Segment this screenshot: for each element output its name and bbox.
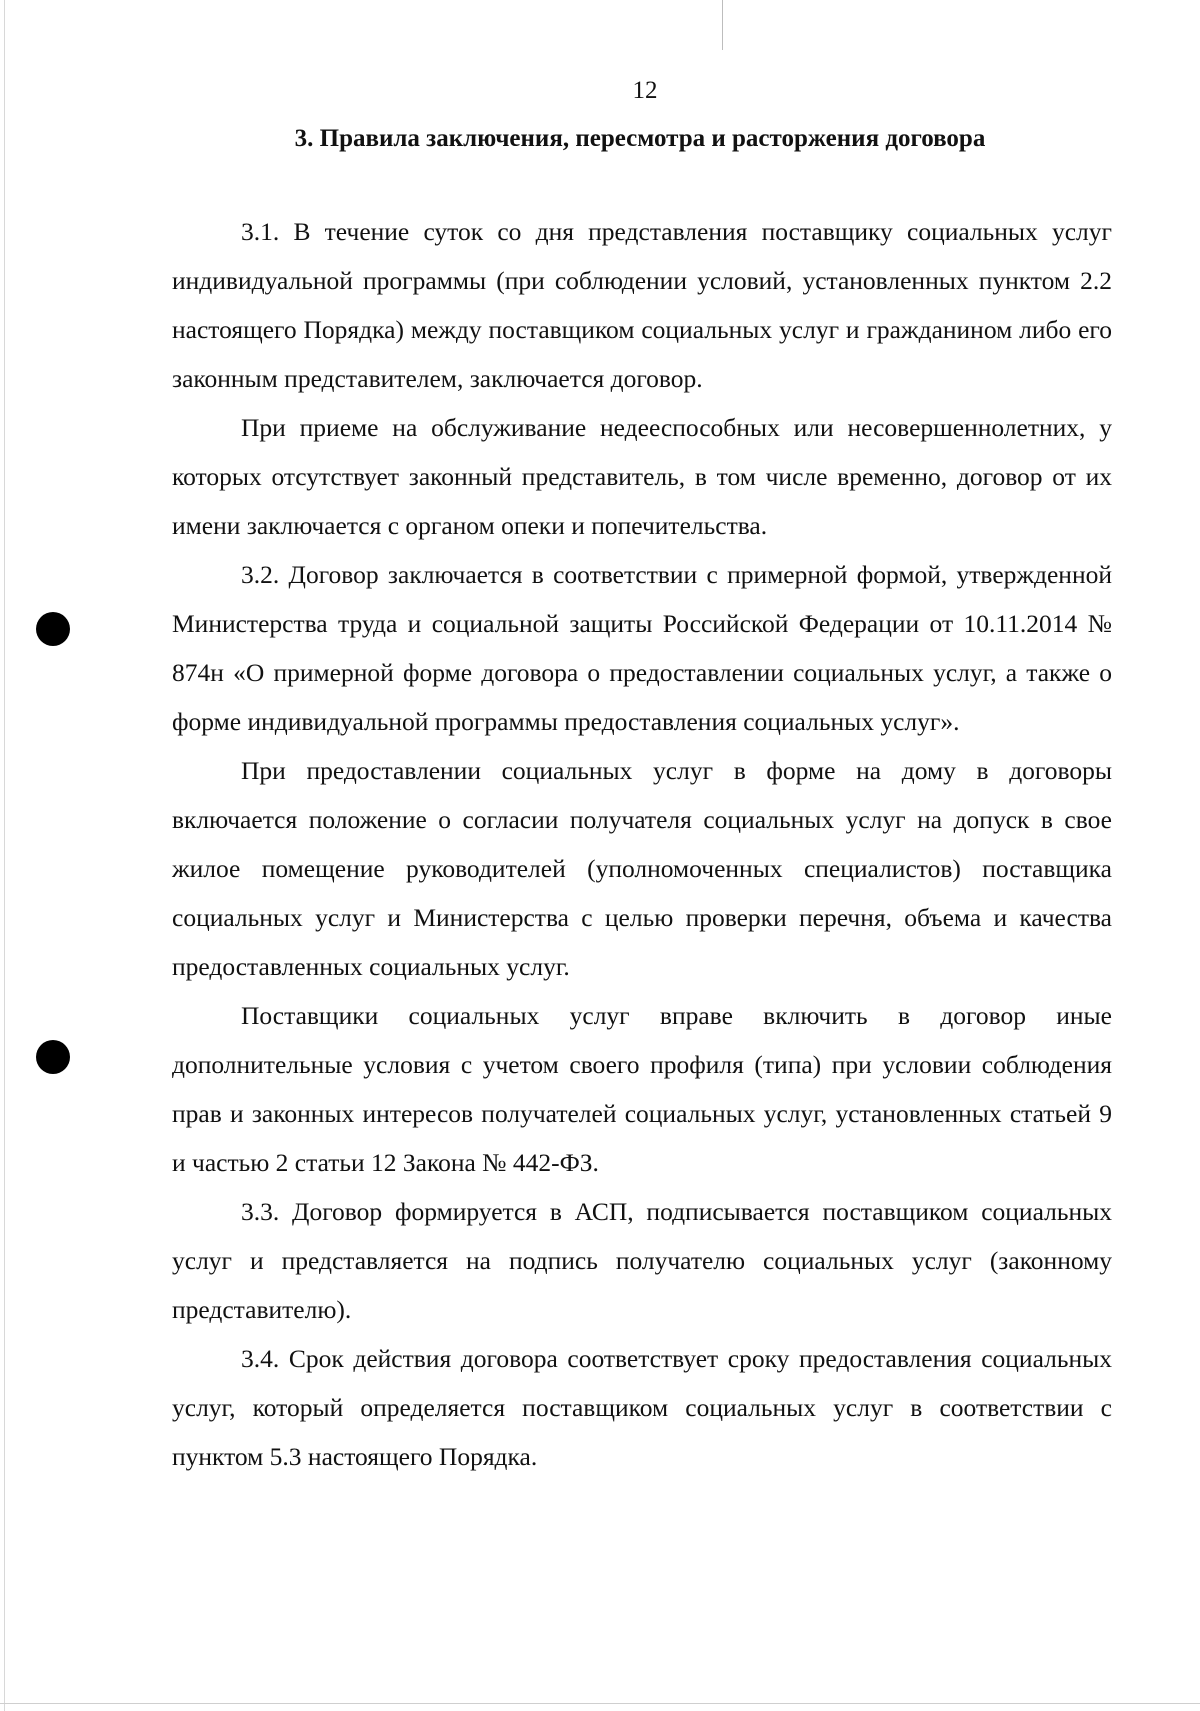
page-number: 12 (632, 77, 658, 104)
paragraph-3-4: 3.4. Срок действия договора соответствует сроку предоставления социальных услуг, который определяется поставщиком социальных услуг в соответствии с пунктом 5.3 настоящего Порядка. (172, 1344, 1112, 1471)
scan-fold-mark (722, 0, 723, 50)
paragraph-guardianship: При приеме на обслуживание недееспособных или несовершеннолетних, у которых отсутствует законный представитель, в том числе временно, договор от их имени заключается с органом опеки и попечительства. (172, 413, 1112, 540)
paragraph-3-1: 3.1. В течение суток со дня представления поставщику социальных услуг индивидуальной программы (при соблюдении условий, установленных пунктом 2.2 настоящего Порядка) между поставщиком социальных услуг и гражданином либо его законным представителем, заключается договор. (172, 217, 1112, 393)
binder-hole-bottom (36, 1040, 70, 1074)
section-title: 3. Правила заключения, пересмотра и расторжения договора (294, 125, 986, 152)
paragraph-home-services: При предоставлении социальных услуг в форме на дому в договоры включается положение о согласии получателя социальных услуг на допуск в свое жилое помещение руководителей (уполномоченных специалистов) поставщика социальных услуг и Министерства с целью проверки перечня, объема и качества предоставленных социальных услуг. (172, 756, 1112, 981)
scan-edge-line (4, 0, 5, 1711)
paragraph-3-3: 3.3. Договор формируется в АСП, подписывается поставщиком социальных услуг и представляется на подпись получателю социальных услуг (законному представителю). (172, 1197, 1112, 1324)
body-text (172, 207, 1112, 1481)
scan-bottom-line (0, 1703, 1200, 1704)
paragraph-additional-conditions: Поставщики социальных услуг вправе включить в договор иные дополнительные условия с учетом своего профиля (типа) при условии соблюдения прав и законных интересов получателей социальных услуг, установленных статьей 9 и частью 2 статьи 12 Закона № 442-ФЗ. (172, 1001, 1112, 1177)
binder-hole-top (36, 612, 70, 646)
paragraph-3-2: 3.2. Договор заключается в соответствии с примерной формой, утвержденной Министерства труда и социальной защиты Российской Федерации от 10.11.2014 № 874н «О примерной форме договора о предоставлении социальных услуг, а также о форме индивидуальной программы предоставления социальных услуг». (172, 560, 1112, 736)
